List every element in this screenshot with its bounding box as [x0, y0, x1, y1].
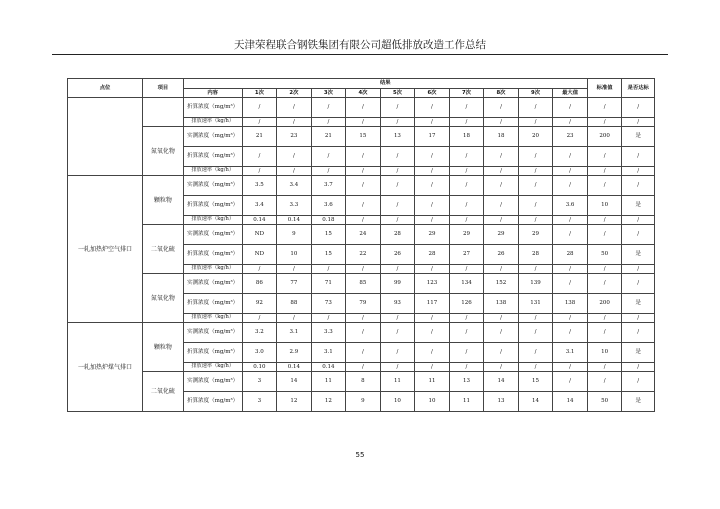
item-cell: 氮氧化物: [143, 127, 184, 176]
value-cell: 2.9: [277, 343, 312, 363]
value-cell: /: [553, 118, 588, 127]
value-cell: /: [346, 314, 381, 323]
value-cell: /: [622, 363, 655, 372]
value-cell: /: [242, 265, 277, 274]
value-cell: /: [622, 147, 655, 167]
value-cell: 3.1: [553, 343, 588, 363]
value-cell: 131: [518, 294, 553, 314]
header-run-1: 1次: [242, 89, 277, 98]
value-cell: /: [277, 314, 312, 323]
value-cell: 138: [484, 294, 519, 314]
table-row: [68, 98, 655, 118]
value-cell: 3: [242, 372, 277, 392]
value-cell: 13: [380, 127, 415, 147]
value-cell: 12: [311, 392, 346, 412]
value-cell: /: [449, 176, 484, 196]
value-cell: 200: [587, 294, 622, 314]
value-cell: /: [622, 176, 655, 196]
value-cell: 15: [518, 372, 553, 392]
value-cell: 134: [449, 274, 484, 294]
value-cell: 22: [346, 245, 381, 265]
value-cell: /: [518, 265, 553, 274]
value-cell: 3.3: [277, 196, 312, 216]
value-cell: /: [311, 167, 346, 176]
value-cell: 21: [311, 127, 346, 147]
value-cell: /: [587, 372, 622, 392]
value-cell: 13: [484, 392, 519, 412]
value-cell: 11: [380, 372, 415, 392]
value-cell: /: [346, 118, 381, 127]
value-cell: /: [277, 265, 312, 274]
value-cell: 0.14: [277, 363, 312, 372]
value-cell: 是: [622, 343, 655, 363]
item-cell: [143, 98, 184, 127]
value-cell: 3.4: [277, 176, 312, 196]
content-cell: 折算浓度（mg/m³）: [183, 294, 242, 314]
value-cell: 50: [587, 245, 622, 265]
value-cell: /: [242, 147, 277, 167]
value-cell: /: [415, 118, 450, 127]
value-cell: ND: [242, 225, 277, 245]
value-cell: /: [346, 216, 381, 225]
value-cell: 126: [449, 294, 484, 314]
value-cell: /: [484, 343, 519, 363]
value-cell: /: [553, 314, 588, 323]
value-cell: 117: [415, 294, 450, 314]
value-cell: /: [380, 167, 415, 176]
value-cell: /: [311, 118, 346, 127]
value-cell: /: [449, 363, 484, 372]
value-cell: /: [587, 225, 622, 245]
content-cell: 实测浓度（mg/m³）: [183, 323, 242, 343]
report-title: 天津荣程联合钢铁集团有限公司超低排放改造工作总结: [234, 39, 486, 51]
value-cell: /: [449, 314, 484, 323]
value-cell: /: [346, 323, 381, 343]
table-row: [68, 323, 655, 343]
value-cell: /: [553, 98, 588, 118]
value-cell: /: [518, 323, 553, 343]
value-cell: 3.1: [311, 343, 346, 363]
value-cell: 0.18: [311, 216, 346, 225]
value-cell: 10: [415, 392, 450, 412]
value-cell: /: [380, 314, 415, 323]
value-cell: ND: [242, 245, 277, 265]
value-cell: /: [449, 196, 484, 216]
emission-results-table: [67, 78, 655, 412]
value-cell: /: [277, 98, 312, 118]
value-cell: /: [484, 176, 519, 196]
value-cell: /: [518, 216, 553, 225]
value-cell: /: [587, 363, 622, 372]
value-cell: 3.6: [553, 196, 588, 216]
value-cell: 26: [484, 245, 519, 265]
value-cell: /: [415, 147, 450, 167]
value-cell: 86: [242, 274, 277, 294]
value-cell: 138: [553, 294, 588, 314]
table-header: [68, 79, 655, 98]
value-cell: 10: [380, 392, 415, 412]
value-cell: 88: [277, 294, 312, 314]
value-cell: 14: [518, 392, 553, 412]
value-cell: /: [553, 265, 588, 274]
value-cell: /: [484, 314, 519, 323]
value-cell: /: [553, 274, 588, 294]
value-cell: 28: [553, 245, 588, 265]
value-cell: 3.2: [242, 323, 277, 343]
content-cell: 折算浓度（mg/m³）: [183, 392, 242, 412]
value-cell: 200: [587, 127, 622, 147]
value-cell: 3.6: [311, 196, 346, 216]
value-cell: /: [415, 176, 450, 196]
value-cell: /: [346, 176, 381, 196]
value-cell: /: [346, 147, 381, 167]
value-cell: /: [587, 147, 622, 167]
value-cell: /: [622, 167, 655, 176]
header-max: 最大值: [553, 89, 588, 98]
value-cell: /: [553, 216, 588, 225]
value-cell: /: [415, 196, 450, 216]
value-cell: 139: [518, 274, 553, 294]
value-cell: 3.1: [277, 323, 312, 343]
value-cell: /: [380, 118, 415, 127]
content-cell: 排放速率（kg/h）: [183, 216, 242, 225]
value-cell: /: [484, 147, 519, 167]
value-cell: /: [553, 323, 588, 343]
value-cell: /: [518, 196, 553, 216]
value-cell: 0.14: [311, 363, 346, 372]
value-cell: 15: [346, 127, 381, 147]
value-cell: /: [380, 216, 415, 225]
value-cell: /: [277, 147, 312, 167]
header-standard: 标准值: [587, 79, 622, 98]
header-compliant: 是否达标: [622, 79, 655, 98]
content-cell: 排放速率（kg/h）: [183, 167, 242, 176]
value-cell: /: [553, 363, 588, 372]
content-cell: 实测浓度（mg/m³）: [183, 127, 242, 147]
value-cell: /: [587, 98, 622, 118]
value-cell: /: [484, 216, 519, 225]
value-cell: /: [415, 314, 450, 323]
value-cell: 10: [277, 245, 312, 265]
value-cell: /: [622, 98, 655, 118]
value-cell: 9: [346, 392, 381, 412]
value-cell: 3: [242, 392, 277, 412]
header-results: 结果: [183, 79, 587, 89]
content-cell: 实测浓度（mg/m³）: [183, 274, 242, 294]
value-cell: /: [587, 216, 622, 225]
header-position: 点位: [68, 79, 143, 98]
value-cell: 0.10: [242, 363, 277, 372]
value-cell: /: [346, 265, 381, 274]
value-cell: /: [415, 216, 450, 225]
header-run-3: 3次: [311, 89, 346, 98]
value-cell: /: [518, 98, 553, 118]
value-cell: 17: [415, 127, 450, 147]
value-cell: /: [415, 363, 450, 372]
content-cell: 实测浓度（mg/m³）: [183, 225, 242, 245]
content-cell: 排放速率（kg/h）: [183, 118, 242, 127]
value-cell: /: [311, 98, 346, 118]
header-run-4: 4次: [346, 89, 381, 98]
value-cell: /: [518, 118, 553, 127]
value-cell: 是: [622, 392, 655, 412]
value-cell: /: [518, 167, 553, 176]
item-cell: 二氧化硫: [143, 225, 184, 274]
value-cell: /: [622, 118, 655, 127]
value-cell: 18: [449, 127, 484, 147]
value-cell: /: [242, 314, 277, 323]
value-cell: 26: [380, 245, 415, 265]
value-cell: /: [587, 118, 622, 127]
value-cell: /: [553, 372, 588, 392]
content-cell: 折算浓度（mg/m³）: [183, 343, 242, 363]
value-cell: 是: [622, 294, 655, 314]
value-cell: /: [622, 372, 655, 392]
value-cell: 11: [449, 392, 484, 412]
value-cell: 29: [449, 225, 484, 245]
value-cell: 50: [587, 392, 622, 412]
item-cell: 颗粒物: [143, 176, 184, 225]
value-cell: /: [622, 274, 655, 294]
position-cell: 一轧加热炉煤气排口: [68, 323, 143, 412]
position-cell: 一轧加热炉空气排口: [68, 176, 143, 323]
value-cell: 3.3: [311, 323, 346, 343]
value-cell: 是: [622, 196, 655, 216]
header-run-8: 8次: [484, 89, 519, 98]
value-cell: 8: [346, 372, 381, 392]
value-cell: /: [311, 314, 346, 323]
value-cell: 3.5: [242, 176, 277, 196]
value-cell: 11: [415, 372, 450, 392]
content-cell: 折算浓度（mg/m³）: [183, 98, 242, 118]
value-cell: /: [484, 196, 519, 216]
content-cell: 排放速率（kg/h）: [183, 363, 242, 372]
value-cell: /: [277, 118, 312, 127]
header-run-9: 9次: [518, 89, 553, 98]
value-cell: 73: [311, 294, 346, 314]
value-cell: /: [449, 323, 484, 343]
table-row: [68, 225, 655, 245]
value-cell: 11: [311, 372, 346, 392]
value-cell: /: [484, 118, 519, 127]
header-run-2: 2次: [277, 89, 312, 98]
value-cell: /: [380, 98, 415, 118]
value-cell: 3.0: [242, 343, 277, 363]
value-cell: /: [415, 167, 450, 176]
value-cell: 13: [449, 372, 484, 392]
value-cell: 21: [242, 127, 277, 147]
value-cell: /: [380, 363, 415, 372]
value-cell: /: [587, 314, 622, 323]
table-row: [68, 176, 655, 196]
value-cell: /: [553, 147, 588, 167]
value-cell: /: [553, 225, 588, 245]
header-item: 项目: [143, 79, 184, 98]
value-cell: /: [242, 167, 277, 176]
item-cell: 二氧化硫: [143, 372, 184, 412]
value-cell: 93: [380, 294, 415, 314]
header-run-7: 7次: [449, 89, 484, 98]
value-cell: /: [518, 147, 553, 167]
value-cell: 28: [380, 225, 415, 245]
value-cell: /: [380, 147, 415, 167]
content-cell: 实测浓度（mg/m³）: [183, 176, 242, 196]
value-cell: /: [449, 118, 484, 127]
value-cell: 18: [484, 127, 519, 147]
value-cell: /: [587, 274, 622, 294]
header-run-6: 6次: [415, 89, 450, 98]
value-cell: /: [518, 314, 553, 323]
content-cell: 折算浓度（mg/m³）: [183, 196, 242, 216]
value-cell: /: [449, 265, 484, 274]
header-content: 内容: [183, 89, 242, 98]
value-cell: /: [553, 167, 588, 176]
value-cell: /: [346, 98, 381, 118]
value-cell: /: [346, 363, 381, 372]
value-cell: /: [622, 314, 655, 323]
value-cell: 28: [518, 245, 553, 265]
value-cell: 14: [553, 392, 588, 412]
value-cell: /: [518, 363, 553, 372]
position-cell: [68, 98, 143, 176]
content-cell: 排放速率（kg/h）: [183, 314, 242, 323]
value-cell: /: [587, 265, 622, 274]
value-cell: 28: [415, 245, 450, 265]
value-cell: 99: [380, 274, 415, 294]
value-cell: 9: [277, 225, 312, 245]
value-cell: 85: [346, 274, 381, 294]
page-header: [52, 36, 668, 55]
value-cell: /: [380, 323, 415, 343]
item-cell: 氮氧化物: [143, 274, 184, 323]
value-cell: 23: [553, 127, 588, 147]
value-cell: /: [484, 363, 519, 372]
table-row: [68, 372, 655, 392]
table-row: [68, 127, 655, 147]
value-cell: 12: [277, 392, 312, 412]
value-cell: 0.14: [277, 216, 312, 225]
value-cell: /: [484, 167, 519, 176]
value-cell: 27: [449, 245, 484, 265]
table-body: [68, 98, 655, 412]
value-cell: 15: [311, 225, 346, 245]
value-cell: /: [449, 167, 484, 176]
value-cell: 是: [622, 127, 655, 147]
value-cell: 14: [484, 372, 519, 392]
content-cell: 折算浓度（mg/m³）: [183, 245, 242, 265]
value-cell: 123: [415, 274, 450, 294]
value-cell: 23: [277, 127, 312, 147]
header-run-5: 5次: [380, 89, 415, 98]
value-cell: /: [553, 176, 588, 196]
value-cell: /: [346, 196, 381, 216]
item-cell: 颗粒物: [143, 323, 184, 372]
value-cell: /: [346, 343, 381, 363]
value-cell: /: [242, 98, 277, 118]
value-cell: /: [380, 265, 415, 274]
value-cell: /: [587, 176, 622, 196]
value-cell: /: [242, 118, 277, 127]
page-number: 55: [355, 451, 365, 459]
value-cell: /: [518, 176, 553, 196]
value-cell: /: [380, 176, 415, 196]
value-cell: /: [484, 265, 519, 274]
value-cell: /: [449, 216, 484, 225]
value-cell: /: [587, 167, 622, 176]
value-cell: /: [449, 343, 484, 363]
content-cell: 实测浓度（mg/m³）: [183, 372, 242, 392]
value-cell: /: [622, 225, 655, 245]
value-cell: 3.4: [242, 196, 277, 216]
value-cell: /: [449, 98, 484, 118]
value-cell: /: [380, 196, 415, 216]
value-cell: /: [380, 343, 415, 363]
value-cell: 79: [346, 294, 381, 314]
value-cell: /: [518, 343, 553, 363]
value-cell: /: [622, 216, 655, 225]
content-cell: 折算浓度（mg/m³）: [183, 147, 242, 167]
value-cell: 71: [311, 274, 346, 294]
value-cell: /: [415, 323, 450, 343]
value-cell: /: [346, 167, 381, 176]
value-cell: /: [415, 265, 450, 274]
value-cell: 15: [311, 245, 346, 265]
table-row: [68, 274, 655, 294]
value-cell: /: [484, 98, 519, 118]
value-cell: /: [415, 98, 450, 118]
value-cell: 10: [587, 196, 622, 216]
value-cell: /: [622, 265, 655, 274]
value-cell: 92: [242, 294, 277, 314]
value-cell: 29: [518, 225, 553, 245]
value-cell: /: [587, 323, 622, 343]
value-cell: 3.7: [311, 176, 346, 196]
value-cell: /: [484, 323, 519, 343]
value-cell: /: [311, 265, 346, 274]
value-cell: /: [449, 147, 484, 167]
value-cell: /: [415, 343, 450, 363]
value-cell: 29: [415, 225, 450, 245]
value-cell: 24: [346, 225, 381, 245]
value-cell: 20: [518, 127, 553, 147]
value-cell: /: [311, 147, 346, 167]
value-cell: 14: [277, 372, 312, 392]
value-cell: /: [277, 167, 312, 176]
value-cell: 29: [484, 225, 519, 245]
value-cell: 0.14: [242, 216, 277, 225]
content-cell: 排放速率（kg/h）: [183, 265, 242, 274]
value-cell: 152: [484, 274, 519, 294]
value-cell: 是: [622, 245, 655, 265]
value-cell: 77: [277, 274, 312, 294]
value-cell: 10: [587, 343, 622, 363]
value-cell: /: [622, 323, 655, 343]
